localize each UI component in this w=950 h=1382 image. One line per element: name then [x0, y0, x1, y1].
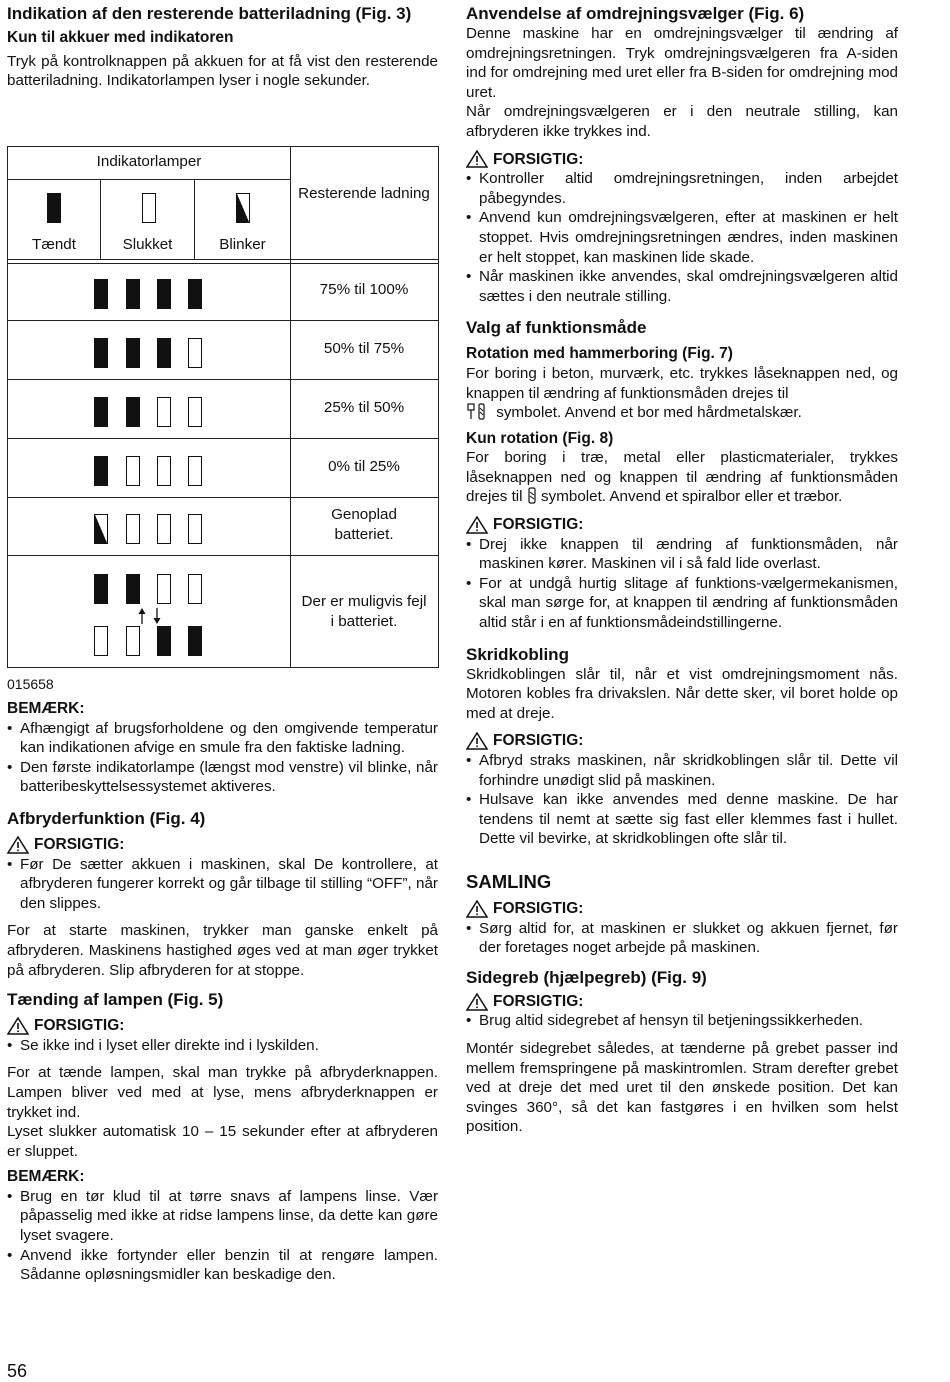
reversing-text-1: Denne maskine har en omdrejningsvælger til ændring af omdrejningsretningen. Tryk omdrejningsvælgeren fra A-siden ind for omdrejning med uret eller fra B-siden for omdrejning mod uret.: [466, 25, 898, 101]
hammer-rotation-title: Rotation med hammerboring (Fig. 7): [466, 345, 733, 363]
side-grip-title: Sidegreb (hjælpegreb) (Fig. 9): [466, 967, 707, 987]
assembly-title: SAMLING: [466, 870, 552, 892]
row-label: 50% til 75%: [323, 340, 405, 357]
lamp-on-icon: [94, 456, 108, 486]
legend-lamp-on-icon: [47, 193, 61, 223]
list-item: • Kontroller altid omdrejningsretningen, inden arbejdet påbegyndes.: [466, 169, 898, 208]
legend-lamp-blink-icon: [236, 193, 250, 223]
row-label: 0% til 25%: [328, 458, 400, 475]
caution-list: [7, 855, 438, 914]
lamp-on-icon: [157, 626, 171, 656]
list-item: • Når maskinen ikke anvendes, skal omdrejningsvælgeren altid sættes i den neutrale stilling.: [466, 267, 898, 306]
lamp-on-icon: [94, 338, 108, 368]
clutch-text: Skridkoblingen slår til, når et vist omdrejningsmoment nås. Motoren kobles fra drivakslen. Når dette sker, vil boret holde op med at dreje.: [466, 665, 898, 722]
warning-icon: [466, 732, 488, 750]
reversing-switch-title: Anvendelse af omdrejningsvælger (Fig. 6): [466, 4, 805, 23]
list-item: • Anvend ikke fortynder eller benzin til at rengøre lampen. Sådanne opløsningsmidler kan beskadige den.: [7, 1246, 438, 1285]
caution-list: [466, 751, 898, 849]
list-item: • Anvend kun omdrejningsvælgeren, efter at maskinen er helt stoppet. Hvis omdrejningsretningen ændres, inden maskinen er helt stoppet, kan maskinen lide skade.: [466, 208, 898, 267]
caution-list: [466, 919, 898, 958]
side-grip-text: Montér sidegrebet således, at tænderne på grebet passer ind mellem fremspringene på maskintromlen. Stram derefter grebet ved at dreje det med uret til den ønskede position. Det kan svinges 360°, så det kan fastgøres i en hvilken som helst position.: [466, 1039, 898, 1136]
caution-heading: FORSIGTIG:: [7, 835, 438, 855]
right-column: [466, 4, 898, 1137]
legend-blink-label: Blinker: [219, 236, 266, 253]
lamp-text-1: For at tænde lampen, skal man trykke på afbryderknappen. Lampen bliver ved med at lyse, mens afbryderknappen er trykket ind.: [7, 1064, 438, 1121]
mode-selection-title: Valg af funktionsmåde: [466, 318, 647, 338]
caution-list: [466, 1011, 898, 1031]
caution-heading: FORSIGTIG:: [466, 515, 898, 535]
list-item: • Den første indikatorlampe (længst mod venstre) vil blinke, når batteribeskyttelsessystemet aktiveres.: [7, 758, 438, 797]
lamp-off-icon: [188, 338, 202, 368]
list-item: • Brug en tør klud til at tørre snavs af lampens linse. Vær påpasselig med ikke at ridse lampens linse, da dette kan gøre lyset svagere.: [7, 1187, 438, 1246]
note-title: BEMÆRK:: [7, 700, 85, 717]
list-item: • Sørg altid for, at maskinen er slukket og akkuen fjernet, før der foretages noget arbejde på maskinen.: [466, 919, 898, 958]
clutch-title: Skridkobling: [466, 644, 569, 664]
warning-icon: [7, 1017, 29, 1035]
list-item: • Afbryd straks maskinen, når skridkoblingen slår til. Dette vil forhindre unødigt slid på maskinen.: [466, 751, 898, 790]
battery-indicator-subtitle: Kun til akkuer med indikatoren: [7, 29, 234, 46]
lamp-off-icon: [126, 456, 140, 486]
lamp-text-2: Lyset slukker automatisk 10 – 15 sekunder efter at afbryderen er sluppet.: [7, 1123, 438, 1160]
warning-icon: [466, 993, 488, 1011]
lamp-off-icon: [94, 626, 108, 656]
lamp-title: Tænding af lampen (Fig. 5): [7, 990, 224, 1010]
lamp-on-icon: [157, 279, 171, 309]
lamp-off-icon: [126, 626, 140, 656]
header-remaining-charge: Resterende ladning: [298, 185, 430, 202]
lamp-blink-icon: [94, 514, 108, 544]
lamp-on-icon: [126, 397, 140, 427]
legend-off-label: Slukket: [122, 236, 173, 253]
list-item: • Afhængigt af brugsforholdene og den omgivende temperatur kan indikationen afvige en smule fra den faktiske ladning.: [7, 719, 438, 758]
switch-text: For at starte maskinen, trykker man ganske enkelt på afbryderen. Maskinens hastighed øges ved at man øger trykket på afbryderen. Slip afbryderen for at stoppe.: [7, 922, 438, 979]
list-item: • Brug altid sidegrebet af hensyn til betjeningssikkerheden.: [466, 1011, 898, 1031]
lamp-off-icon: [188, 514, 202, 544]
left-column: [7, 4, 438, 91]
drill-bit-symbol-icon: [527, 487, 537, 504]
caution-heading: FORSIGTIG:: [466, 992, 898, 1012]
list-item: • Før De sætter akkuen i maskinen, skal De kontrollere, at afbryderen fungerer korrekt og går tilbage til stilling “OFF”, når den slippes.: [7, 855, 438, 914]
rotation-only-title: Kun rotation (Fig. 8): [466, 429, 614, 447]
row-label: Der er muligvis fejl i batteriet.: [301, 593, 427, 630]
list-item: • Hulsave kan ikke anvendes med denne maskine. De har tendens til nemt at sætte sig fast eller klemmes fast i hullet. Dette vil bevirke, at skridkoblingen ofte slår til.: [466, 790, 898, 849]
lamp-off-icon: [188, 456, 202, 486]
note-list: [7, 1187, 438, 1285]
hammer-drill-symbol-icon: [466, 403, 492, 420]
list-item: • Se ikke ind i lyset eller direkte ind i lyskilden.: [7, 1036, 438, 1056]
lamp-off-icon: [157, 574, 171, 604]
reversing-text-2: Når omdrejningsvælgeren er i den neutrale stilling, kan afbryderen ikke trykkes ind.: [466, 103, 898, 140]
row-label: Genoplad batteriet.: [331, 506, 397, 543]
lamp-off-icon: [188, 574, 202, 604]
rotation-only-text: For boring i træ, metal eller plasticmaterialer, trykkes låseknappen ned og knappen til ændring af funktionsmåden drejes til symbolet. Anvend et spiralbor eller et træbor.: [466, 449, 898, 506]
list-item: • Drej ikke knappen til ændring af funktionsmåden, når maskinen kører. Maskinen vil i så fald lide overlast.: [466, 535, 898, 574]
lamp-off-icon: [188, 397, 202, 427]
caution-heading: FORSIGTIG:: [466, 899, 898, 919]
lamp-off-icon: [157, 514, 171, 544]
caution-list: [7, 1036, 438, 1056]
lamp-on-icon: [126, 279, 140, 309]
list-item: • For at undgå hurtig slitage af funktions-vælgermekanismen, skal man sørge for, at knappen til ændring af funktionsmåden altid står i en af funktionsmådeindstillingerne.: [466, 574, 898, 633]
lamp-on-icon: [126, 574, 140, 604]
lamp-off-icon: [157, 456, 171, 486]
lamp-on-icon: [188, 279, 202, 309]
battery-indication-text: Tryk på kontrolknappen på akkuen for at få vist den resterende batteriladning. Indikatorlampen lyser i nogle sekunder.: [7, 52, 438, 90]
warning-icon: [466, 900, 488, 918]
warning-icon: [466, 150, 488, 168]
caution-list: [466, 169, 898, 306]
battery-indication-title: Indikation af den resterende batteriladning (Fig. 3): [7, 4, 412, 23]
caution-list: [466, 535, 898, 633]
caution-heading: FORSIGTIG:: [466, 150, 898, 170]
lamp-on-icon: [94, 574, 108, 604]
lamp-on-icon: [157, 338, 171, 368]
lamp-on-icon: [126, 338, 140, 368]
legend-on-label: Tændt: [32, 236, 76, 253]
caution-heading: FORSIGTIG:: [466, 731, 898, 751]
page-number: 56: [7, 1361, 28, 1381]
lamp-off-icon: [126, 514, 140, 544]
swap-arrows-icon: [136, 607, 166, 625]
legend-lamp-off-icon: [142, 193, 156, 223]
lamp-on-icon: [94, 397, 108, 427]
lamp-on-icon: [94, 279, 108, 309]
row-label: 75% til 100%: [319, 281, 409, 298]
lamp-off-icon: [157, 397, 171, 427]
hammer-rotation-text: For boring i beton, murværk, etc. trykkes låseknappen ned, og knappen til ændring af funktionsmåden drejes til symbolet. Anvend et bor med hårdmetalskær.: [466, 364, 898, 422]
row-label: 25% til 50%: [323, 399, 405, 416]
figure-number: 015658: [7, 676, 54, 692]
battery-indicator-table: [7, 146, 439, 668]
lamp-on-icon: [188, 626, 202, 656]
note-title: BEMÆRK:: [7, 1168, 85, 1186]
warning-icon: [7, 836, 29, 854]
left-column-lower: [7, 699, 438, 1285]
caution-heading: FORSIGTIG:: [7, 1016, 438, 1036]
warning-icon: [466, 516, 488, 534]
switch-function-title: Afbryderfunktion (Fig. 4): [7, 808, 206, 828]
header-indicator-lamps: Indikatorlamper: [96, 153, 202, 170]
note-list: [7, 719, 438, 797]
